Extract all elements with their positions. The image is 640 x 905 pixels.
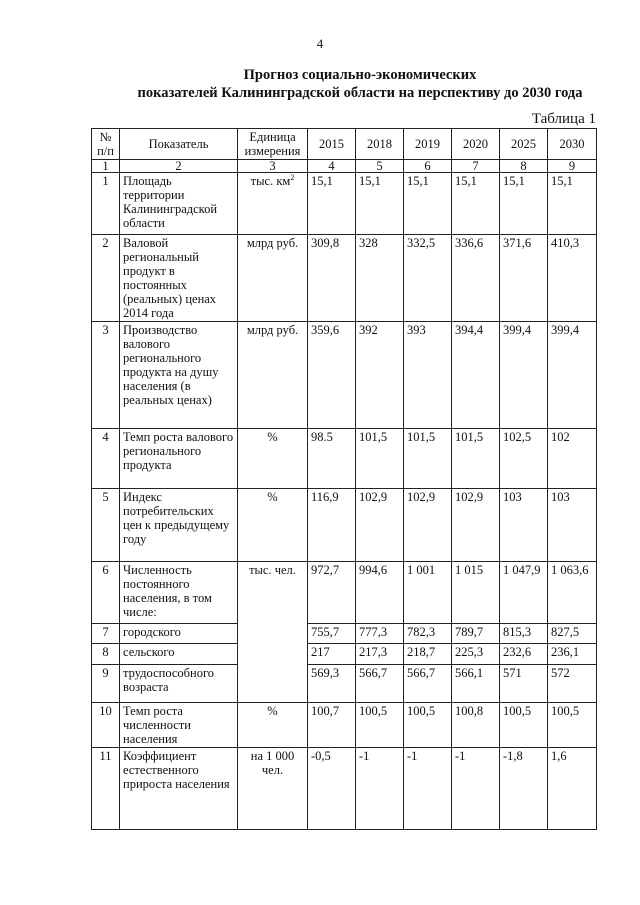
row-number: 1 <box>92 173 120 235</box>
table-row <box>92 429 597 489</box>
value-cell: 217,3 <box>356 644 404 665</box>
value-cell: 410,3 <box>548 235 597 322</box>
indicator-name: городского <box>120 624 238 644</box>
value-cell: 336,6 <box>452 235 500 322</box>
value-cell: 1 001 <box>404 562 452 624</box>
header-unit: Единица измерения <box>238 129 308 160</box>
unit-superscript: 2 <box>290 172 295 182</box>
header-year: 2015 <box>308 129 356 160</box>
value-cell: 399,4 <box>500 322 548 429</box>
table-row <box>92 748 597 830</box>
value-cell: 15,1 <box>500 173 548 235</box>
value-cell: 100,5 <box>548 703 597 748</box>
indicator-name: Коэффициент естественного прироста населения <box>120 748 238 830</box>
value-cell: 100,5 <box>404 703 452 748</box>
header-year: 2025 <box>500 129 548 160</box>
value-cell: 101,5 <box>356 429 404 489</box>
column-number: 1 <box>92 160 120 173</box>
value-cell: 1,6 <box>548 748 597 830</box>
row-number: 10 <box>92 703 120 748</box>
unit-cell: на 1 000 чел. <box>238 748 308 830</box>
value-cell: -0,5 <box>308 748 356 830</box>
header-indicator: Показатель <box>120 129 238 160</box>
header-year: 2019 <box>404 129 452 160</box>
value-cell: 569,3 <box>308 665 356 703</box>
title-line-1: Прогноз социально-экономических <box>243 67 477 83</box>
value-cell: 98.5 <box>308 429 356 489</box>
row-number: 5 <box>92 489 120 562</box>
table-row <box>92 562 597 624</box>
indicator-name: Темп роста численности населения <box>120 703 238 748</box>
indicator-name: Индекс потребительских цен к предыдущему году <box>120 489 238 562</box>
row-number: 3 <box>92 322 120 429</box>
value-cell: 102,9 <box>356 489 404 562</box>
table-row <box>92 644 597 665</box>
value-cell: 103 <box>548 489 597 562</box>
value-cell: 332,5 <box>404 235 452 322</box>
value-cell: 571 <box>500 665 548 703</box>
value-cell: 789,7 <box>452 624 500 644</box>
value-cell: 309,8 <box>308 235 356 322</box>
table-row <box>92 703 597 748</box>
value-cell: 232,6 <box>500 644 548 665</box>
column-number: 7 <box>452 160 500 173</box>
value-cell: 1 063,6 <box>548 562 597 624</box>
value-cell: -1 <box>356 748 404 830</box>
row-number: 9 <box>92 665 120 703</box>
indicator-name: Производство валового регионального продукта на душу населения (в реальных ценах) <box>120 322 238 429</box>
table-row <box>92 665 597 703</box>
header-year: 2030 <box>548 129 597 160</box>
row-number: 4 <box>92 429 120 489</box>
value-cell: 15,1 <box>548 173 597 235</box>
value-cell: 102 <box>548 429 597 489</box>
row-number: 11 <box>92 748 120 830</box>
table-row <box>92 489 597 562</box>
value-cell: 566,7 <box>356 665 404 703</box>
value-cell: 827,5 <box>548 624 597 644</box>
value-cell: 815,3 <box>500 624 548 644</box>
value-cell: 102,5 <box>500 429 548 489</box>
unit-cell: % <box>238 429 308 489</box>
value-cell: -1 <box>452 748 500 830</box>
column-number: 5 <box>356 160 404 173</box>
indicator-name: трудоспособного возраста <box>120 665 238 703</box>
value-cell: 100,8 <box>452 703 500 748</box>
value-cell: 1 015 <box>452 562 500 624</box>
unit-cell: % <box>238 489 308 562</box>
value-cell: 101,5 <box>404 429 452 489</box>
value-cell: 394,4 <box>452 322 500 429</box>
column-number: 9 <box>548 160 597 173</box>
value-cell: 399,4 <box>548 322 597 429</box>
unit-text: тыс. км <box>250 174 291 188</box>
forecast-table <box>91 128 597 830</box>
value-cell: 328 <box>356 235 404 322</box>
value-cell: 15,1 <box>452 173 500 235</box>
column-number-row <box>92 160 597 173</box>
unit-cell <box>238 173 308 235</box>
value-cell: 116,9 <box>308 489 356 562</box>
value-cell: 15,1 <box>308 173 356 235</box>
table-row <box>92 235 597 322</box>
header-year: 2018 <box>356 129 404 160</box>
value-cell: 100,5 <box>356 703 404 748</box>
row-number: 6 <box>92 562 120 624</box>
value-cell: 15,1 <box>356 173 404 235</box>
value-cell: 371,6 <box>500 235 548 322</box>
indicator-name: Численность постоянного населения, в том числе: <box>120 562 238 624</box>
column-number: 4 <box>308 160 356 173</box>
value-cell: 225,3 <box>452 644 500 665</box>
value-cell: -1 <box>404 748 452 830</box>
value-cell: 236,1 <box>548 644 597 665</box>
column-number: 8 <box>500 160 548 173</box>
table-row <box>92 173 597 235</box>
column-number: 2 <box>120 160 238 173</box>
value-cell: 755,7 <box>308 624 356 644</box>
value-cell: 218,7 <box>404 644 452 665</box>
value-cell: 100,7 <box>308 703 356 748</box>
row-number: 8 <box>92 644 120 665</box>
indicator-name: Площадь территории Калининградской области <box>120 173 238 235</box>
indicator-name: сельского <box>120 644 238 665</box>
value-cell: 100,5 <box>500 703 548 748</box>
row-number: 7 <box>92 624 120 644</box>
page-number: 4 <box>316 36 324 51</box>
table-caption: Таблица 1 <box>531 111 596 127</box>
unit-cell: млрд руб. <box>238 235 308 322</box>
value-cell: 782,3 <box>404 624 452 644</box>
row-number: 2 <box>92 235 120 322</box>
column-number: 6 <box>404 160 452 173</box>
indicator-name: Валовой региональный продукт в постоянных (реальных) ценах 2014 года <box>120 235 238 322</box>
value-cell: 217 <box>308 644 356 665</box>
unit-cell: млрд руб. <box>238 322 308 429</box>
value-cell: 566,7 <box>404 665 452 703</box>
title-line-2: показателей Калининградской области на перспективу до 2030 года <box>137 85 583 101</box>
value-cell: 1 047,9 <box>500 562 548 624</box>
unit-cell: % <box>238 703 308 748</box>
header-year: 2020 <box>452 129 500 160</box>
table-row <box>92 322 597 429</box>
value-cell: 392 <box>356 322 404 429</box>
value-cell: 972,7 <box>308 562 356 624</box>
value-cell: 994,6 <box>356 562 404 624</box>
header-num: № п/п <box>92 129 120 160</box>
value-cell: 572 <box>548 665 597 703</box>
unit-cell: тыс. чел. <box>238 562 308 703</box>
value-cell: 101,5 <box>452 429 500 489</box>
value-cell: 393 <box>404 322 452 429</box>
value-cell: 566,1 <box>452 665 500 703</box>
indicator-name: Темп роста валового регионального продукта <box>120 429 238 489</box>
value-cell: -1,8 <box>500 748 548 830</box>
column-number: 3 <box>238 160 308 173</box>
value-cell: 102,9 <box>404 489 452 562</box>
value-cell: 359,6 <box>308 322 356 429</box>
value-cell: 777,3 <box>356 624 404 644</box>
value-cell: 102,9 <box>452 489 500 562</box>
value-cell: 103 <box>500 489 548 562</box>
document-title <box>80 66 640 102</box>
value-cell: 15,1 <box>404 173 452 235</box>
header-row <box>92 129 597 160</box>
table-row <box>92 624 597 644</box>
